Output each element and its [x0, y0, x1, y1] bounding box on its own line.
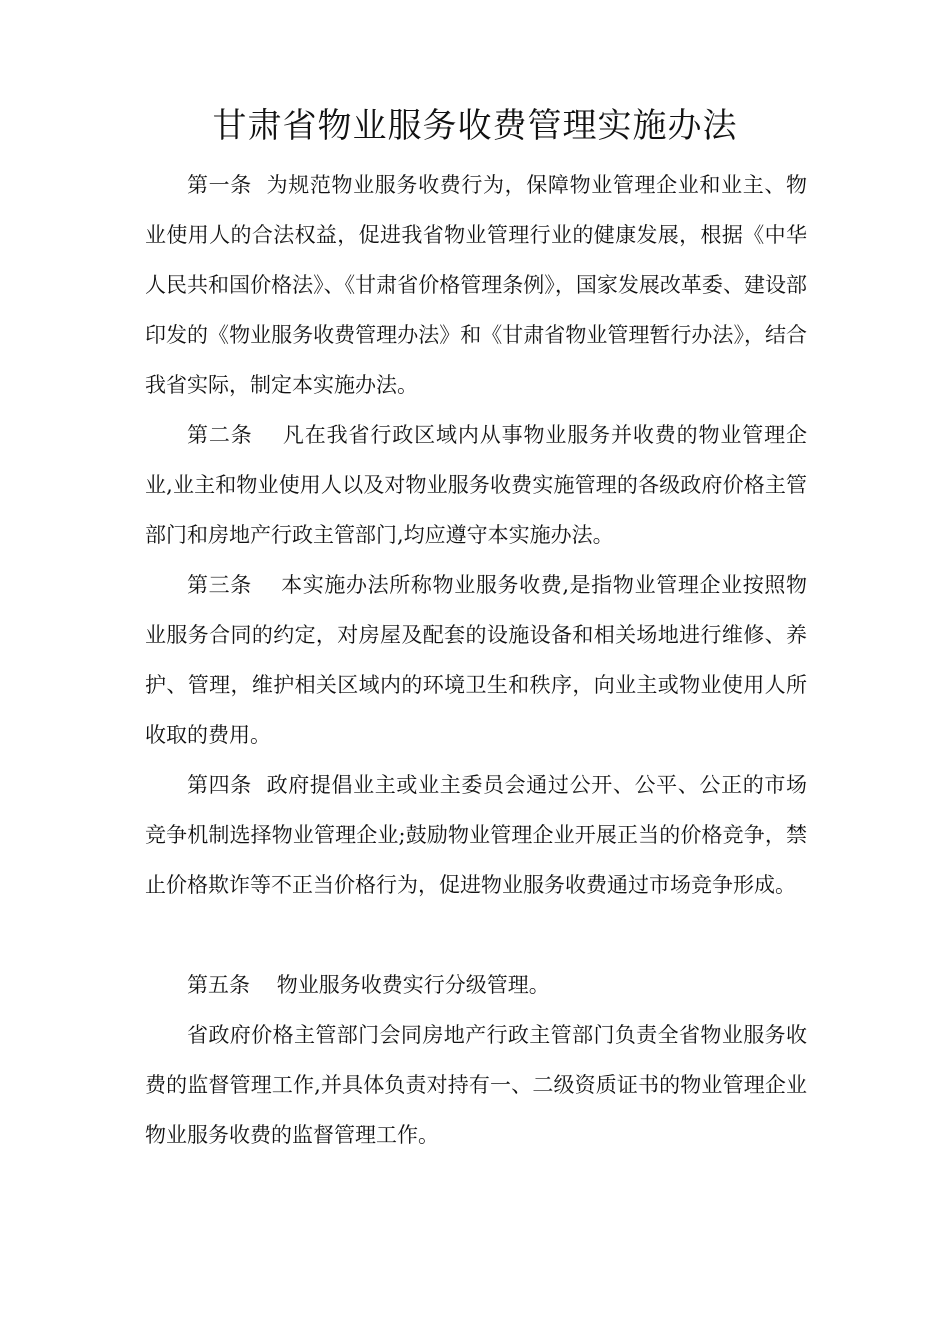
article-1 — [145, 160, 807, 410]
article-2-text: 凡在我省行政区域内从事物业服务并收费的物业管理企业,业主和物业使用人以及对物业服务收费实施管理的各级政府价格主管部门和房地产行政主管部门,均应遵守本实施办法。 — [145, 423, 808, 547]
article-2 — [145, 410, 807, 560]
article-1-number: 第一条 — [187, 173, 252, 197]
article-4-number: 第四条 — [187, 773, 252, 797]
article-5-text: 物业服务收费实行分级管理。 — [276, 973, 550, 997]
article-4 — [145, 760, 807, 910]
article-3-text: 本实施办法所称物业服务收费,是指物业管理企业按照物业服务合同的约定，对房屋及配套的设施设备和相关场地进行维修、养护、管理，维护相关区域内的环境卫生和秩序，向业主或物业使用人所收取的费用。 — [145, 573, 807, 747]
document-title: 甘肃省物业服务收费管理实施办法 — [212, 106, 738, 146]
article-5-paragraph-2 — [145, 1010, 807, 1160]
article-2-number: 第二条 — [187, 423, 253, 447]
article-3 — [145, 560, 807, 760]
article-5-number: 第五条 — [187, 973, 250, 997]
article-5 — [145, 960, 807, 1010]
article-4-text: 政府提倡业主或业主委员会通过公开、公平、公正的市场竞争机制选择物业管理企业;鼓励物业管理企业开展正当的价格竞争，禁止价格欺诈等不正当价格行为，促进物业服务收费通过市场竞争形成。 — [145, 773, 808, 897]
article-3-number: 第三条 — [187, 573, 252, 597]
article-5-paragraph-2-text: 省政府价格主管部门会同房地产行政主管部门负责全省物业服务收费的监督管理工作,并具体负责对持有一、二级资质证书的物业管理企业物业服务收费的监督管理工作。 — [145, 1023, 807, 1147]
article-1-text: 为规范物业服务收费行为，保障物业管理企业和业主、物业使用人的合法权益，促进我省物业管理行业的健康发展，根据《中华人民共和国价格法》、《甘肃省价格管理条例》，国家发展改革委、建设部印发的《物业服务收费管理办法》和《甘肃省物业管理暂行办法》，结合我省实际，制定本实施办法。 — [145, 173, 808, 397]
